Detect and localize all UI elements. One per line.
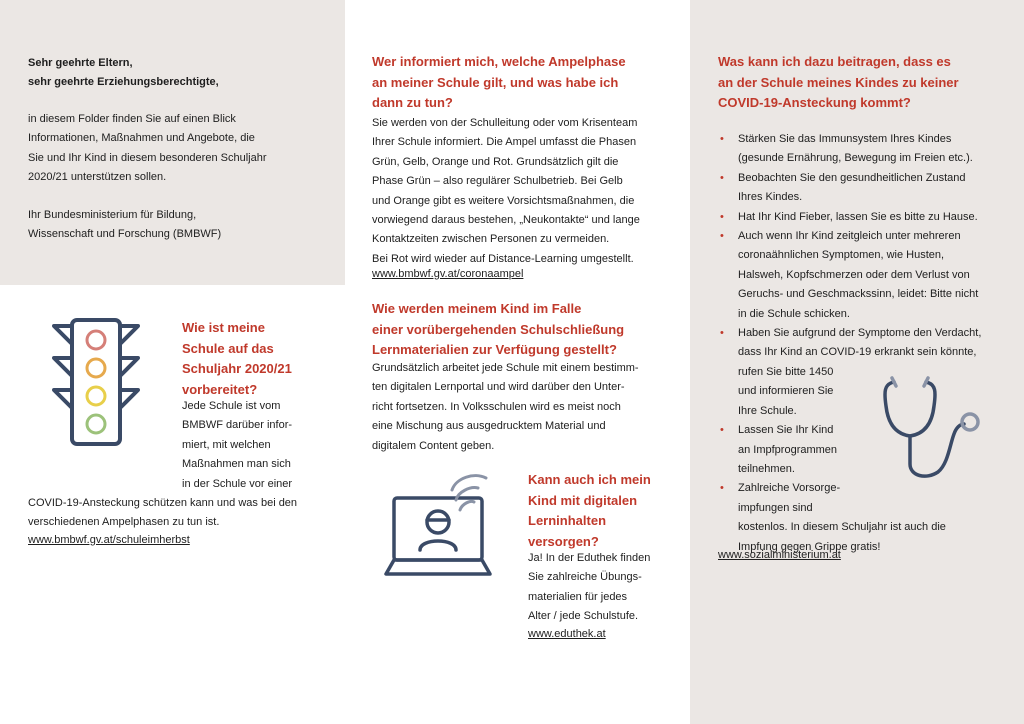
schuleimherbst-link[interactable]: www.bmbwf.gv.at/schuleimherbst: [28, 534, 190, 546]
list-item: • Lassen Sie Ihr Kind an Impfprogrammen teilnehmen.: [720, 424, 838, 475]
traffic-light-phase-heading: Wer informiert mich, welche Ampelphase an meiner Schule gilt, und was habe ich dann zu tun?: [372, 54, 626, 110]
school-preparation-text-continued: COVID-19-Ansteckung schützen kann und was bei den verschiedenen Ampelphasen zu tun ist.: [28, 497, 298, 529]
list-item: • Hat Ihr Kind Fieber, lassen Sie es bitte zu Hause.: [720, 210, 978, 223]
list-item: • Zahlreiche Vorsorge- impfungen sind kostenlos. In diesem Schuljahr ist auch die Impfung gegen Grippe gratis!: [720, 482, 946, 553]
list-item: • Beobachten Sie den gesundheitlichen Zustand Ihres Kindes.: [720, 171, 966, 204]
digital-content-text: Ja! In der Eduthek finden Sie zahlreiche Übungs- materialien für jedes Alter / jede Schulstufe.: [528, 552, 651, 623]
learning-materials-text: Grundsätzlich arbeitet jede Schule mit einem bestimm- ten digitalen Lernportal und wird darüber den Unter- richt fortsetzen. In Volksschulen wird es meist noch eine Mischung aus ausgedrucktem Material und digitalem Content geben.: [372, 362, 639, 452]
traffic-light-phase-text: Sie werden von der Schulleitung oder vom Krisenteam Ihrer Schule informiert. Die Ampel umfasst die Phasen Grün, Gelb, Orange und Rot. Grundsätzlich gilt die Phase Grün – also regulärer Schulbetrieb. Bei Gelb und Orange gibt es weitere Vorsichtsmaßnahmen, die vorwiegend daraus bestehen, „Neukontakte“ und lange Kontaktzeiten zwischen Personen zu vermeiden. Bei Rot wird wieder auf Distance-Learning umgestellt.: [372, 117, 640, 265]
eduthek-link[interactable]: www.eduthek.at: [528, 628, 606, 640]
signature: Ihr Bundesministerium für Bildung, Wissenschaft und Forschung (BMBWF): [28, 209, 222, 241]
greeting: Sehr geehrte Eltern, sehr geehrte Erziehungsberechtigte,: [28, 57, 219, 89]
prevention-heading: Was kann ich dazu beitragen, dass es an der Schule meines Kindes zu keiner COVID-19-Ansteckung kommt?: [718, 54, 959, 110]
school-preparation-text: Jede Schule ist vom BMBWF darüber infor- miert, mit welchen Maßnahmen man sich in der Schule vor einer: [182, 400, 293, 490]
learning-materials-heading: Wie werden meinem Kind im Falle einer vorübergehenden Schulschließung Lernmaterialien zur Verfügung gestellt?: [372, 301, 625, 357]
laptop-learner-icon: [384, 470, 496, 582]
list-item: • Auch wenn Ihr Kind zeitgleich unter mehreren coronaähnlichen Symptomen, wie Husten, Halsweh, Kopfschmerzen oder dem Verlust von Geruchs- und Geschmackssinn, leidet: Bitte nicht in die Schule schicken.: [720, 230, 979, 320]
traffic-light-icon: [50, 318, 142, 448]
intro-paragraph: in diesem Folder finden Sie auf einen Blick Informationen, Maßnahmen und Angebote, die Sie und Ihr Kind in diesem besonderen Schuljahr 2020/21 unterstützen sollen.: [28, 113, 267, 184]
list-item: • Stärken Sie das Immunsystem Ihres Kindes (gesunde Ernährung, Bewegung im Freien etc.).: [720, 133, 973, 165]
sozialministerium-link[interactable]: www.sozialministerium.at: [718, 549, 841, 561]
digital-content-heading: Kann auch ich mein Kind mit digitalen Lerninhalten versorgen?: [528, 472, 651, 549]
stethoscope-icon: [880, 372, 984, 484]
school-preparation-heading: Wie ist meine Schule auf das Schuljahr 2020/21 vorbereitet?: [182, 320, 292, 397]
coronaampel-link[interactable]: www.bmbwf.gv.at/coronaampel: [372, 268, 524, 280]
list-item: • Haben Sie aufgrund der Symptome den Verdacht, dass Ihr Kind an COVID-19 erkrankt sein könnte, rufen Sie bitte 1450 und informieren Sie Ihre Schule.: [720, 327, 982, 417]
prevention-list: [718, 130, 981, 557]
